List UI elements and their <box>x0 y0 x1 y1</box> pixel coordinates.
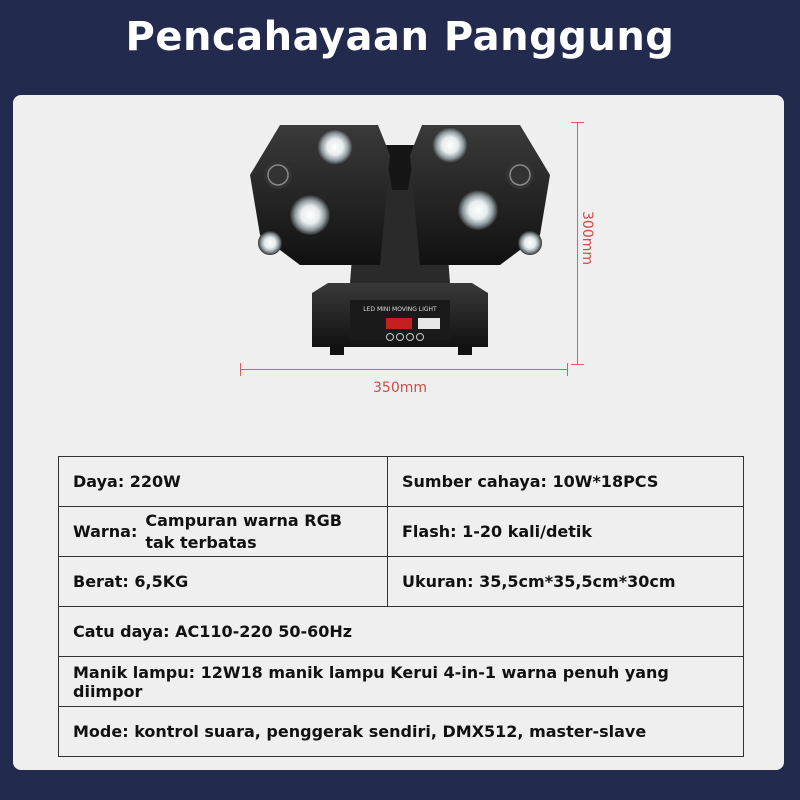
width-dimension-cap-left <box>240 363 241 376</box>
height-dimension-cap-top <box>571 122 584 123</box>
spec-row <box>59 707 744 757</box>
spec-warna-label: Warna: <box>73 522 138 541</box>
spec-warna-line1: Campuran warna RGB <box>145 510 342 530</box>
page-title: Pencahayaan Panggung <box>125 14 675 60</box>
device-label: LED MINI MOVING LIGHT <box>363 306 437 313</box>
height-dimension-cap-bottom <box>571 364 584 365</box>
spec-daya: Daya: 220W <box>59 457 388 507</box>
spec-table <box>58 456 744 757</box>
width-dimension-line <box>240 369 567 370</box>
spec-row <box>59 457 744 507</box>
spec-mode: Mode: kontrol suara, penggerak sendiri, DMX512, master-slave <box>59 707 744 757</box>
product-image <box>240 115 560 365</box>
spec-row <box>59 657 744 707</box>
width-dimension-label: 350mm <box>373 380 427 396</box>
spec-manik-lampu: Manik lampu: 12W18 manik lampu Kerui 4-in-1 warna penuh yang diimpor <box>59 657 744 707</box>
spec-catu-daya: Catu daya: AC110-220 50-60Hz <box>59 607 744 657</box>
spec-row <box>59 557 744 607</box>
spec-warna-line2: tak terbatas <box>145 532 257 552</box>
height-dimension-label: 300mm <box>579 211 595 265</box>
height-dimension-line <box>577 122 578 364</box>
spec-row <box>59 507 744 557</box>
spec-sumber-cahaya: Sumber cahaya: 10W*18PCS <box>388 457 744 507</box>
spec-ukuran: Ukuran: 35,5cm*35,5cm*30cm <box>388 557 744 607</box>
width-dimension-cap-right <box>567 363 568 376</box>
spec-warna-cell <box>59 507 388 557</box>
spec-flash: Flash: 1-20 kali/detik <box>388 507 744 557</box>
spec-berat: Berat: 6,5KG <box>59 557 388 607</box>
spec-row <box>59 607 744 657</box>
